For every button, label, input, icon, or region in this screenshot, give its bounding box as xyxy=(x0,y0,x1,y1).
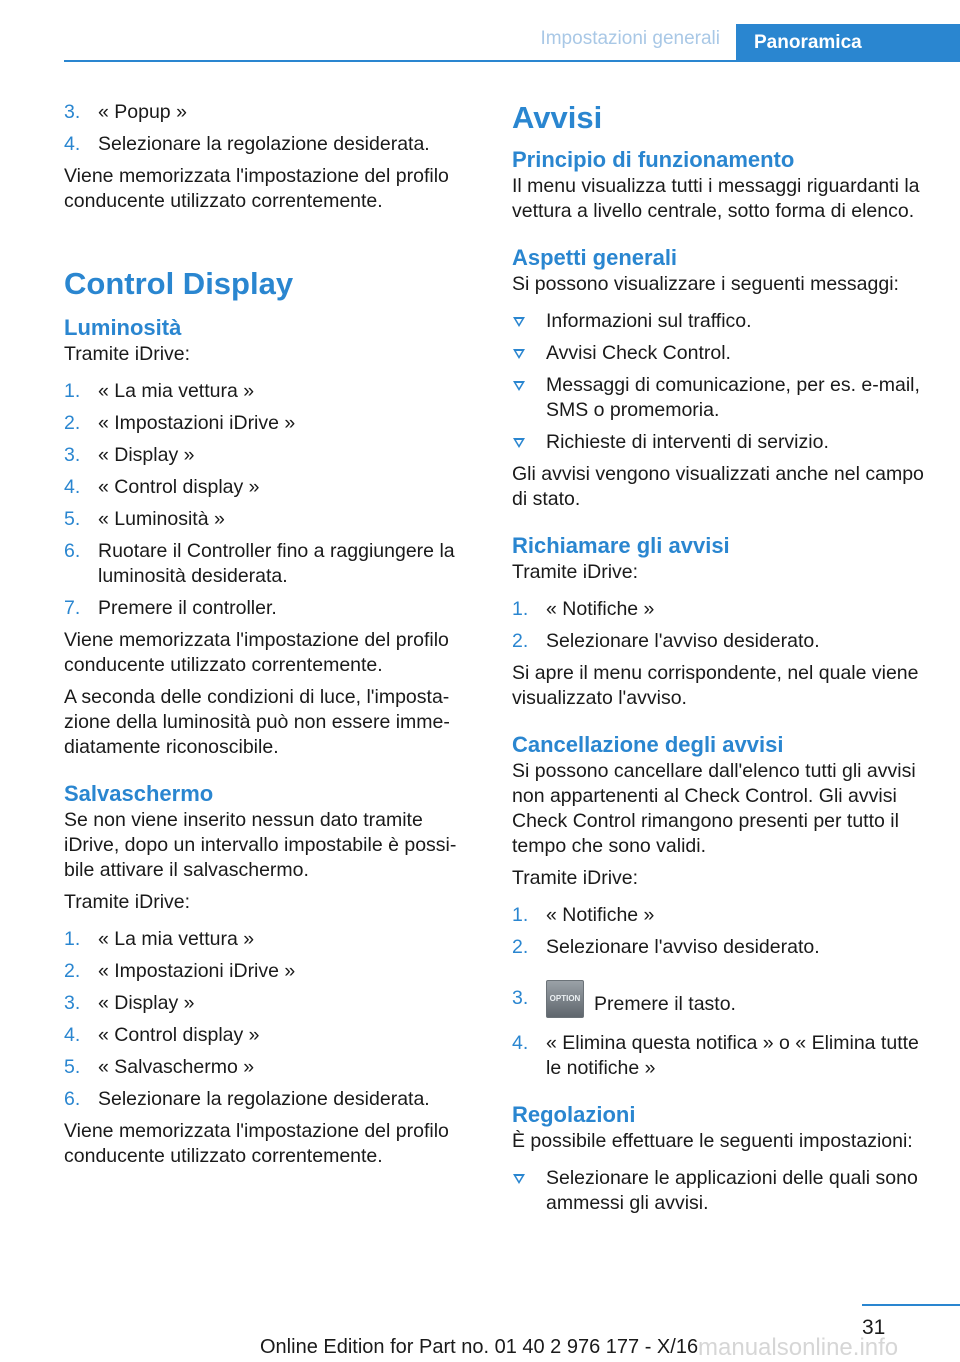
richiamare-intro: Tramite iDrive: xyxy=(512,561,639,583)
list-item xyxy=(512,903,926,928)
step-number: 5. xyxy=(64,1056,81,1078)
step-text: Premere il tasto. xyxy=(594,993,736,1016)
step-text: « Notifiche » xyxy=(546,904,655,926)
step-number: 3. xyxy=(512,987,529,1009)
section-heading-avvisi: Avvisi xyxy=(512,100,603,135)
status-field-note: Gli avvisi vengono visualizzati anche nel campo di stato. xyxy=(512,463,924,510)
step-text: « Elimina questa notifica » o « Elimina tutte le notifiche » xyxy=(546,1032,919,1079)
list-item xyxy=(512,341,926,366)
richiamare-note: Si apre il menu corrispondente, nel quale viene visualizzato l'avviso. xyxy=(512,662,919,709)
bullet-triangle-icon xyxy=(513,381,525,391)
step-text: Selezionare la regolazione desiderata. xyxy=(98,133,430,155)
salvaschermo-intro: Tramite iDrive: xyxy=(64,891,191,913)
message-type-list xyxy=(512,309,926,455)
regolazioni-intro: È possibile effettuare le seguenti impostazioni: xyxy=(512,1130,913,1152)
step-number: 2. xyxy=(64,960,81,982)
salvaschermo-text: Se non viene inserito nessun dato tramite iDrive, dopo un intervallo impostabile è possi‐ bile attivare il salvaschermo. xyxy=(64,809,457,881)
step-text: « Control display » xyxy=(98,476,260,498)
subheading-salvaschermo: Salvaschermo xyxy=(64,781,214,806)
list-item xyxy=(64,927,478,952)
step-text: « La mia vettura » xyxy=(98,380,255,402)
step-text: « Notifiche » xyxy=(546,598,655,620)
luminosita-light-note: A seconda delle condizioni di luce, l'imposta‐ zione della luminosità può non essere imme‐ diatamente riconoscibile. xyxy=(64,686,450,758)
step-text: « Display » xyxy=(98,444,195,466)
list-item xyxy=(512,309,926,334)
profile-note: Viene memorizzata l'impostazione del profilo conducente utilizzato correntemente. xyxy=(64,165,449,212)
section-heading-control-display: Control Display xyxy=(64,266,294,301)
step-number: 6. xyxy=(64,540,81,562)
step-text: Premere il controller. xyxy=(98,597,277,619)
edition-text: Online Edition for Part no. 01 40 2 976 177 - X/16 xyxy=(260,1336,699,1358)
step-number: 1. xyxy=(512,598,529,620)
list-item xyxy=(64,959,478,984)
list-item xyxy=(512,974,926,1024)
step-number: 2. xyxy=(512,936,529,958)
step-number: 3. xyxy=(64,444,81,466)
list-item xyxy=(64,539,478,589)
salvaschermo-steps xyxy=(64,927,478,1112)
step-number: 4. xyxy=(64,1024,81,1046)
bullet-text: Richieste di interventi di servizio. xyxy=(546,431,829,453)
step-number: 1. xyxy=(64,380,81,402)
cancellazione-steps xyxy=(512,903,926,1081)
step-text: Ruotare il Controller fino a raggiungere la luminosità desiderata. xyxy=(98,540,455,587)
step-number: 3. xyxy=(64,992,81,1014)
bullet-triangle-icon xyxy=(513,317,525,327)
step-number: 7. xyxy=(64,597,81,619)
bullet-triangle-icon xyxy=(513,1174,525,1184)
bullet-text: Avvisi Check Control. xyxy=(546,342,731,364)
subheading-principio: Principio di funzionamento xyxy=(512,147,795,172)
richiamare-steps xyxy=(512,597,926,654)
cancellazione-text: Si possono cancellare dall'elenco tutti gli avvisi non appartenenti al Check Control. Gli avvisi Check Control rimangono presenti per tutto il tempo che sono validi. xyxy=(512,760,916,857)
subheading-regolazioni: Regolazioni xyxy=(512,1102,636,1127)
cancellazione-intro: Tramite iDrive: xyxy=(512,867,639,889)
step-text: Selezionare la regolazione desiderata. xyxy=(98,1088,430,1110)
subheading-aspetti-generali: Aspetti generali xyxy=(512,245,678,270)
step-text: « Luminosità » xyxy=(98,508,225,530)
step-text: « Control display » xyxy=(98,1024,260,1046)
step-number: 3. xyxy=(64,101,81,123)
list-item xyxy=(512,935,926,960)
bullet-triangle-icon xyxy=(513,349,525,359)
watermark: manualsonline.info xyxy=(698,1334,899,1361)
bullet-text: Informazioni sul traffico. xyxy=(546,310,752,332)
subheading-richiamare: Richiamare gli avvisi xyxy=(512,533,730,558)
step-number: 6. xyxy=(64,1088,81,1110)
list-item xyxy=(512,1166,926,1216)
aspetti-intro: Si possono visualizzare i seguenti messaggi: xyxy=(512,273,899,295)
option-button-icon: OPTION xyxy=(546,980,584,1018)
footer-rule xyxy=(862,1304,960,1306)
list-item xyxy=(64,411,478,436)
luminosita-intro: Tramite iDrive: xyxy=(64,343,191,365)
right-column xyxy=(512,100,926,1223)
list-item xyxy=(64,991,478,1016)
header-section-title: Impostazioni generali xyxy=(540,28,720,49)
step-text: Selezionare l'avviso desiderato. xyxy=(546,630,820,652)
salvaschermo-profile-note: Viene memorizzata l'impostazione del profilo conducente utilizzato correntemente. xyxy=(64,1120,449,1167)
list-item xyxy=(64,507,478,532)
step-number: 4. xyxy=(64,476,81,498)
bullet-triangle-icon xyxy=(513,438,525,448)
step-number: 5. xyxy=(64,508,81,530)
step-number: 1. xyxy=(512,904,529,926)
step-text: « Impostazioni iDrive » xyxy=(98,960,296,982)
step-text: Selezionare l'avviso desiderato. xyxy=(546,936,820,958)
list-item xyxy=(512,629,926,654)
list-item xyxy=(64,596,478,621)
step-text: « Impostazioni iDrive » xyxy=(98,412,296,434)
step-number: 4. xyxy=(64,133,81,155)
luminosita-steps xyxy=(64,379,478,621)
page-number: 31 xyxy=(862,1316,886,1339)
list-item xyxy=(64,443,478,468)
left-column xyxy=(64,100,478,1176)
list-item xyxy=(64,1055,478,1080)
header-rule xyxy=(64,60,960,62)
step-text: « La mia vettura » xyxy=(98,928,255,950)
list-item xyxy=(64,132,478,157)
step-text: « Salvaschermo » xyxy=(98,1056,255,1078)
step-text: « Display » xyxy=(98,992,195,1014)
step-number: 2. xyxy=(512,630,529,652)
page-header xyxy=(64,24,960,62)
luminosita-profile-note: Viene memorizzata l'impostazione del profilo conducente utilizzato correntemente. xyxy=(64,629,449,676)
subheading-luminosita: Luminosità xyxy=(64,315,182,340)
list-item xyxy=(512,373,926,423)
regolazioni-list xyxy=(512,1166,926,1216)
principio-text: Il menu visualizza tutti i messaggi riguardanti la vettura a livello centrale, sotto forma di elenco. xyxy=(512,175,920,222)
list-item xyxy=(64,475,478,500)
subheading-cancellazione: Cancellazione degli avvisi xyxy=(512,732,784,757)
list-item xyxy=(512,1031,926,1081)
list-item xyxy=(64,1087,478,1112)
step-number: 2. xyxy=(64,412,81,434)
continued-step-list xyxy=(64,100,478,157)
bullet-text: Messaggi di comunicazione, per es. e-mail, SMS o promemoria. xyxy=(546,374,920,421)
step-number: 1. xyxy=(64,928,81,950)
step-number: 4. xyxy=(512,1032,529,1054)
list-item xyxy=(64,100,478,125)
list-item xyxy=(64,1023,478,1048)
step-text: « Popup » xyxy=(98,101,187,123)
list-item xyxy=(512,430,926,455)
list-item xyxy=(512,597,926,622)
header-tab: Panoramica xyxy=(736,24,960,62)
bullet-text: Selezionare le applicazioni delle quali sono ammessi gli avvisi. xyxy=(546,1167,918,1214)
list-item xyxy=(64,379,478,404)
